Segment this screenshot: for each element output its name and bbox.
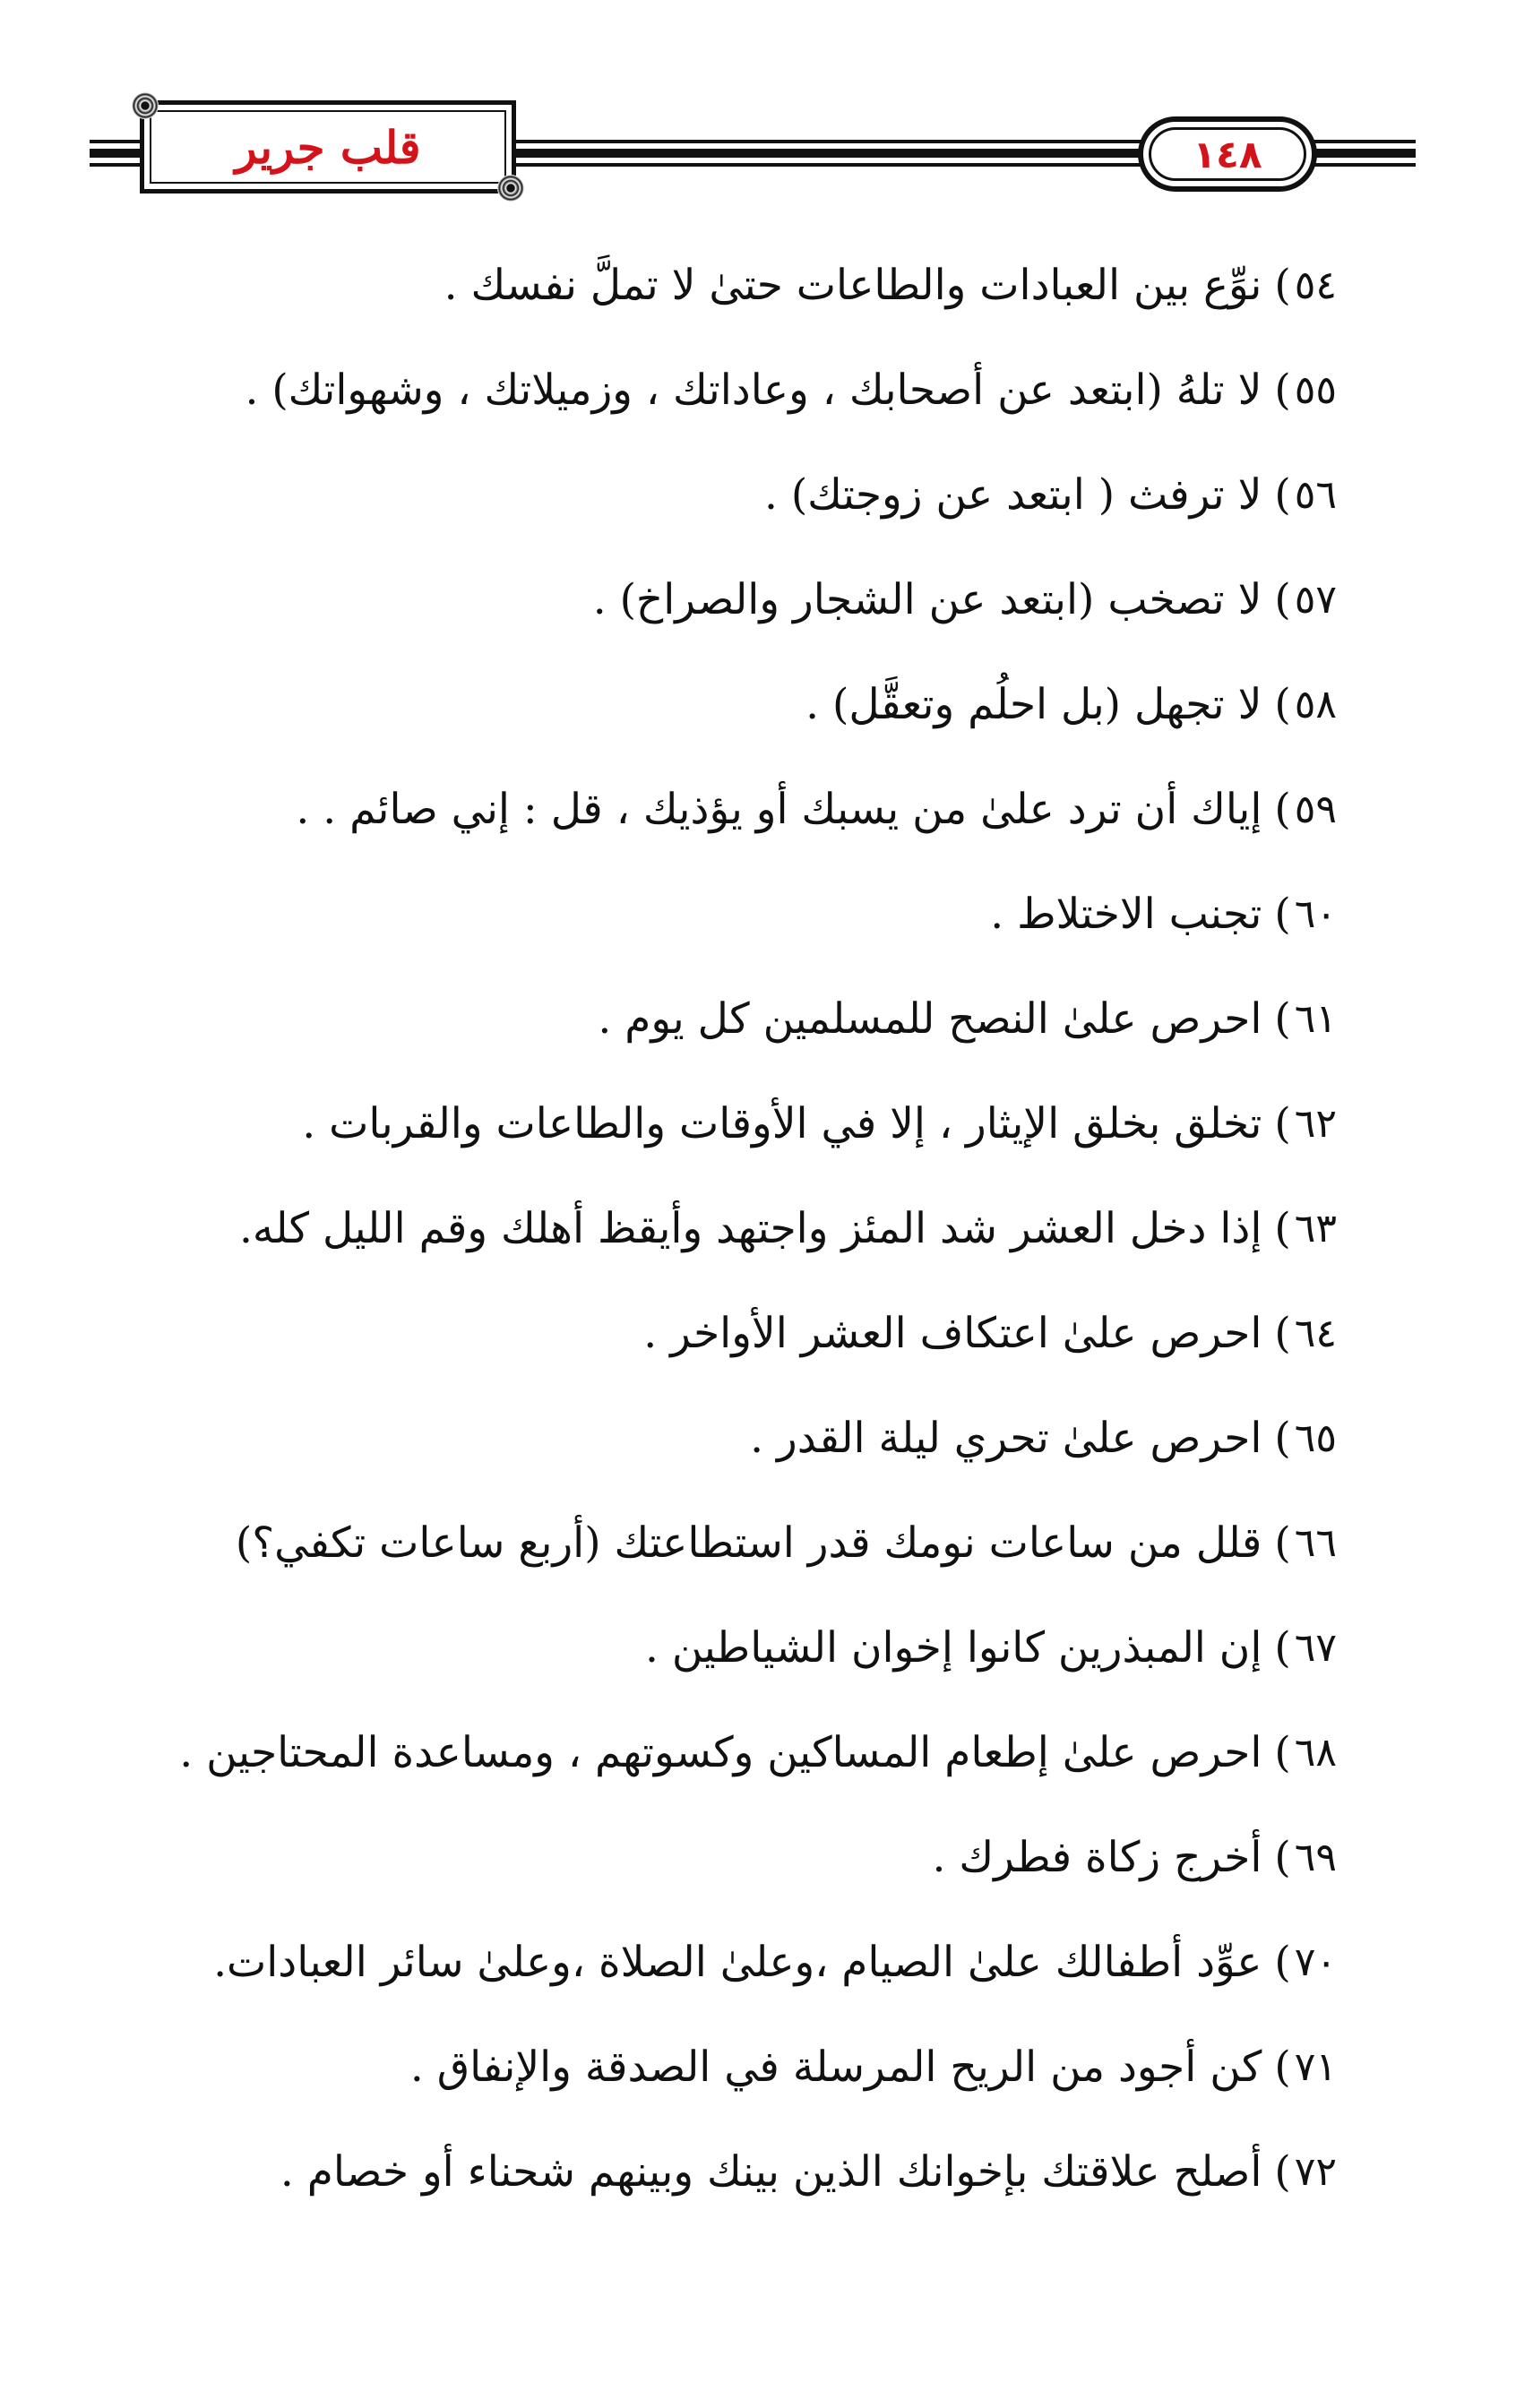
item-paren: ) <box>1274 890 1291 939</box>
item-paren: ) <box>1274 1518 1291 1568</box>
item-text: إن المبذرين كانوا إخوان الشياطين . <box>644 1623 1262 1673</box>
item-text: احرص علىٰ النصح للمسلمين كل يوم . <box>598 994 1262 1044</box>
item-paren: ) <box>1274 994 1291 1044</box>
item-number: ٦٣ <box>1294 1205 1337 1251</box>
item-paren: ) <box>1274 261 1291 310</box>
item-paren: ) <box>1274 575 1291 624</box>
list-item <box>99 1071 1337 1176</box>
item-paren: ) <box>1274 1833 1291 1882</box>
list-item <box>99 547 1337 652</box>
item-number: ٧١ <box>1294 2043 1337 2090</box>
item-number: ٧٢ <box>1294 2148 1337 2195</box>
item-paren: ) <box>1274 470 1291 520</box>
item-number: ٥٩ <box>1294 786 1337 832</box>
item-paren: ) <box>1274 1414 1291 1463</box>
item-text: لا تصخب (ابتعد عن الشجار والصراخ) . <box>592 575 1262 624</box>
list-item <box>99 1910 1337 2015</box>
item-number: ٥٧ <box>1294 576 1337 623</box>
list-item <box>99 2015 1337 2120</box>
item-text: إذا دخل العشر شد المئز واجتهد وأيقظ أهلك وقم الليل كله. <box>238 1204 1262 1253</box>
item-paren: ) <box>1274 1623 1291 1673</box>
item-text: لا ترفث ( ابتعد عن زوجتك) . <box>763 470 1262 520</box>
list-item <box>99 1176 1337 1281</box>
item-number: ٥٥ <box>1294 366 1337 413</box>
item-text: قلل من ساعات نومك قدر استطاعتك (أربع ساعات تكفي؟) <box>235 1518 1262 1568</box>
item-text: تخلق بخلق الإيثار ، إلا في الأوقات والطاعات والقربات . <box>302 1099 1262 1148</box>
item-text: احرص علىٰ اعتكاف العشر الأواخر . <box>643 1309 1262 1358</box>
item-text: عوِّد أطفالك علىٰ الصيام ،وعلىٰ الصلاة ،وعلىٰ سائر العبادات. <box>213 1938 1262 1987</box>
page-header <box>90 90 1416 206</box>
item-text: لا تلهُ (ابتعد عن أصحابك ، وعاداتك ، وزميلاتك ، وشهواتك) . <box>245 366 1262 415</box>
item-number: ٥٦ <box>1294 471 1337 518</box>
page-number: ١٤٨ <box>1193 132 1262 176</box>
item-text: أخرج زكاة فطرك . <box>932 1833 1262 1882</box>
list-item <box>99 233 1337 338</box>
item-paren: ) <box>1274 2147 1291 2197</box>
item-number: ٥٨ <box>1294 681 1337 727</box>
item-paren: ) <box>1274 1309 1291 1358</box>
item-paren: ) <box>1274 680 1291 729</box>
item-number: ٦٢ <box>1294 1100 1337 1147</box>
page-number-frame <box>1138 116 1317 192</box>
item-number: ٦٦ <box>1294 1519 1337 1566</box>
list-item <box>99 443 1337 547</box>
item-text: كن أجود من الريح المرسلة في الصدقة والإنفاق . <box>409 2042 1262 2092</box>
running-title-frame <box>140 100 516 194</box>
item-text: نوِّع بين العبادات والطاعات حتىٰ لا تملَّ نفسك . <box>444 261 1262 310</box>
item-paren: ) <box>1274 1099 1291 1148</box>
corner-ornament-icon <box>497 175 524 202</box>
list-item <box>99 338 1337 443</box>
item-text: أصلح علاقتك بإخوانك الذين بينك وبينهم شحناء أو خصام . <box>280 2147 1262 2197</box>
item-paren: ) <box>1274 2042 1291 2092</box>
item-text: تجنب الاختلاط . <box>990 890 1262 939</box>
list-item <box>99 1700 1337 1805</box>
item-text: احرص علىٰ تحري ليلة القدر . <box>750 1414 1262 1463</box>
list-item <box>99 1595 1337 1700</box>
list-item <box>99 757 1337 862</box>
list-item <box>99 1805 1337 1910</box>
list-item <box>99 862 1337 967</box>
item-number: ٦٧ <box>1294 1624 1337 1671</box>
item-paren: ) <box>1274 1204 1291 1253</box>
corner-ornament-icon <box>132 92 159 119</box>
numbered-list <box>99 233 1337 2224</box>
item-paren: ) <box>1274 1728 1291 1777</box>
list-item <box>99 652 1337 757</box>
item-number: ٦٤ <box>1294 1310 1337 1356</box>
item-number: ٦٠ <box>1294 890 1337 937</box>
item-paren: ) <box>1274 366 1291 415</box>
list-item <box>99 1281 1337 1386</box>
item-text: لا تجهل (بل احلُم وتعقَّل) . <box>805 680 1262 729</box>
list-item <box>99 2120 1337 2224</box>
item-number: ٦٩ <box>1294 1834 1337 1880</box>
list-item <box>99 1491 1337 1595</box>
running-title: قلب جرير <box>235 120 421 174</box>
list-item <box>99 967 1337 1071</box>
item-number: ٥٤ <box>1294 262 1337 308</box>
item-number: ٧٠ <box>1294 1939 1337 1985</box>
list-item <box>99 1386 1337 1491</box>
item-text: احرص علىٰ إطعام المساكين وكسوتهم ، ومساعدة المحتاجين . <box>179 1728 1262 1777</box>
item-paren: ) <box>1274 785 1291 834</box>
item-number: ٦٨ <box>1294 1729 1337 1776</box>
item-text: إياك أن ترد علىٰ من يسبك أو يؤذيك ، قل : إني صائم . . <box>296 785 1262 834</box>
item-number: ٦١ <box>1294 995 1337 1042</box>
item-paren: ) <box>1274 1938 1291 1987</box>
item-number: ٦٥ <box>1294 1415 1337 1461</box>
